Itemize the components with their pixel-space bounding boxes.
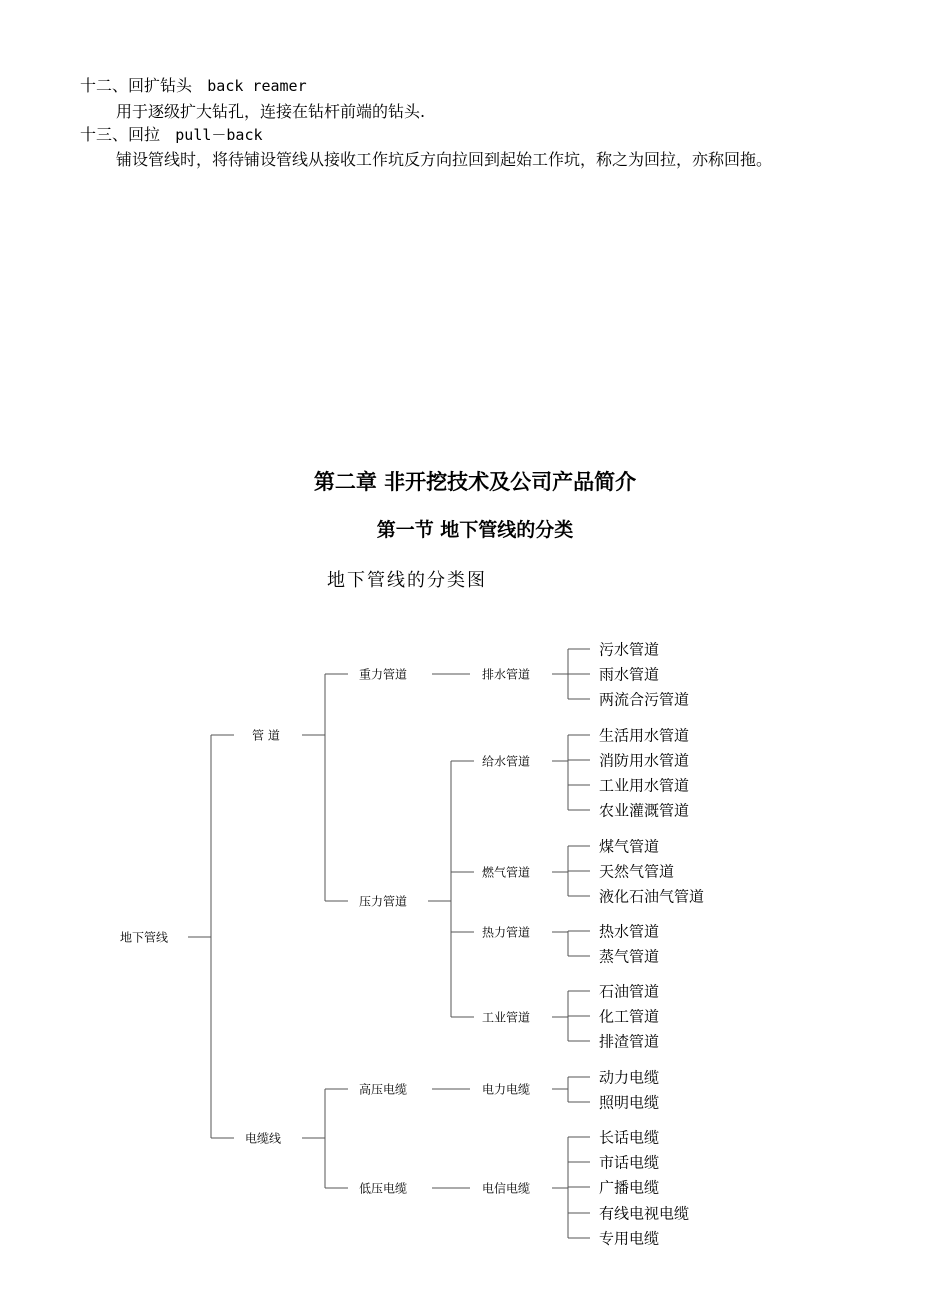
item-12-english: back reamer <box>207 77 307 95</box>
item-12-number: 十二、回扩钻头 <box>80 76 193 95</box>
leaf-node: 排渣管道 <box>599 1032 660 1051</box>
node-industrial-pipe: 工业管道 <box>482 1010 531 1025</box>
node-high-voltage-cable: 高压电缆 <box>359 1082 408 1097</box>
tree-connectors <box>188 649 590 1238</box>
node-gas-pipe: 燃气管道 <box>482 865 531 880</box>
node-pressure-pipe: 压力管道 <box>359 894 408 909</box>
item-13-number: 十三、回拉 <box>80 125 161 144</box>
node-telecom-cable: 电信电缆 <box>482 1181 531 1196</box>
node-root: 地下管线 <box>120 930 169 945</box>
node-drainage-pipe: 排水管道 <box>482 667 531 682</box>
item-12-description: 用于逐级扩大钻孔，连接在钻杆前端的钻头. <box>116 102 426 121</box>
leaf-node: 长话电缆 <box>599 1128 660 1147</box>
leaf-node: 市话电缆 <box>599 1153 660 1172</box>
leaf-node: 照明电缆 <box>599 1093 660 1112</box>
node-low-voltage-cable: 低压电缆 <box>359 1181 408 1196</box>
leaf-node: 广播电缆 <box>599 1178 660 1197</box>
leaf-node: 天然气管道 <box>599 862 675 881</box>
leaf-node: 有线电视电缆 <box>599 1204 690 1223</box>
leaf-node: 农业灌溉管道 <box>599 801 690 820</box>
chart-title: 地下管线的分类图 <box>327 570 487 591</box>
node-power-cable: 电力电缆 <box>482 1082 531 1097</box>
leaf-node: 蒸气管道 <box>599 947 660 966</box>
leaf-node: 动力电缆 <box>599 1068 660 1087</box>
node-cables: 电缆线 <box>245 1131 282 1146</box>
item-13-description: 铺设管线时，将待铺设管线从接收工作坑反方向拉回到起始工作坑，称之为回拉，亦称回拖。 <box>116 150 773 169</box>
section-title: 第一节 地下管线的分类 <box>376 519 574 541</box>
leaf-node: 工业用水管道 <box>599 776 690 795</box>
leaf-node: 生活用水管道 <box>599 726 690 745</box>
leaf-node: 两流合污管道 <box>599 690 690 709</box>
leaf-node: 液化石油气管道 <box>599 887 705 906</box>
leaf-node: 煤气管道 <box>599 837 660 856</box>
node-gravity-pipe: 重力管道 <box>359 667 408 682</box>
leaf-node: 专用电缆 <box>599 1229 660 1248</box>
item-13-english: pull－back <box>175 126 263 144</box>
leaf-node: 化工管道 <box>599 1007 660 1026</box>
node-heat-pipe: 热力管道 <box>482 925 531 940</box>
leaf-node: 热水管道 <box>599 922 660 941</box>
leaf-node: 消防用水管道 <box>599 751 690 770</box>
node-water-supply-pipe: 给水管道 <box>482 754 531 769</box>
node-pipes: 管 道 <box>252 728 280 743</box>
leaf-node: 雨水管道 <box>599 665 660 684</box>
chapter-title: 第二章 非开挖技术及公司产品简介 <box>313 470 637 494</box>
leaf-node: 污水管道 <box>599 640 660 659</box>
leaf-node: 石油管道 <box>599 982 660 1001</box>
